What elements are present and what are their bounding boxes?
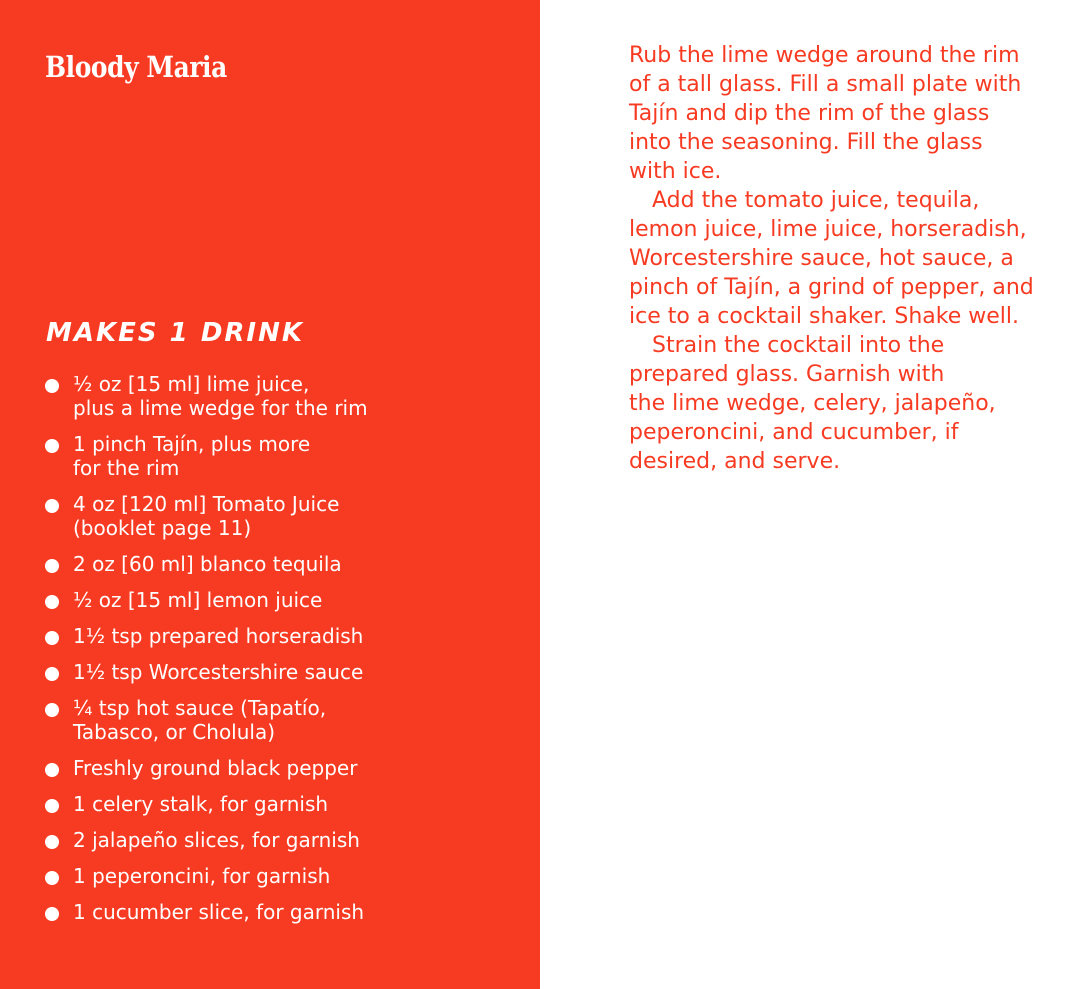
ingredient-text: 1 cucumber slice, for garnish [73, 900, 365, 924]
ingredient-item [45, 372, 525, 420]
ingredient-list [45, 372, 525, 936]
recipe-yield: MAKES 1 DRINK [46, 318, 305, 348]
ingredient-item [45, 900, 525, 924]
bullet-icon [45, 595, 59, 609]
direction-step: Rub the lime wedge around the rim of a tall glass. Fill a small plate with Tajín and dip the rim of the glass into the seasoning. Fill the glass with ice. [629, 43, 1022, 184]
ingredient-item [45, 660, 525, 684]
ingredient-item [45, 588, 525, 612]
ingredient-item [45, 756, 525, 780]
bullet-icon [45, 499, 59, 513]
ingredient-item [45, 792, 525, 816]
bullet-icon [45, 799, 59, 813]
ingredient-text: 1 celery stalk, for garnish [73, 792, 329, 816]
ingredient-text: 1 pinch Tajín, plus more for the rim [73, 432, 311, 480]
ingredient-text: Freshly ground black pepper [73, 756, 358, 780]
bullet-icon [45, 631, 59, 645]
ingredient-item [45, 624, 525, 648]
direction-step: Add the tomato juice, tequila, lemon juice, lime juice, horseradish, Worcestershire sauce, hot sauce, a pinch of Tajín, a grind of pepper, and ice to a cocktail shaker. Shake well. [629, 188, 1034, 329]
ingredient-item [45, 552, 525, 576]
ingredient-item [45, 432, 525, 480]
ingredient-text: ½ oz [15 ml] lemon juice [73, 588, 323, 612]
ingredient-text: ½ oz [15 ml] lime juice, plus a lime wedge for the rim [73, 372, 368, 420]
ingredient-text: 1½ tsp Worcestershire sauce [73, 660, 364, 684]
recipe-title: Bloody Maria [45, 50, 227, 84]
ingredient-text: 4 oz [120 ml] Tomato Juice (booklet page 11) [73, 492, 340, 540]
ingredient-text: ¼ tsp hot sauce (Tapatío, Tabasco, or Cholula) [73, 696, 327, 744]
bullet-icon [45, 379, 59, 393]
bullet-icon [45, 559, 59, 573]
bullet-icon [45, 703, 59, 717]
ingredient-item [45, 864, 525, 888]
directions-text [629, 41, 1059, 476]
ingredient-text: 2 oz [60 ml] blanco tequila [73, 552, 342, 576]
ingredient-item [45, 696, 525, 744]
ingredient-text: 2 jalapeño slices, for garnish [73, 828, 360, 852]
bullet-icon [45, 871, 59, 885]
ingredient-item [45, 492, 525, 540]
direction-step: Strain the cocktail into the prepared glass. Garnish with the lime wedge, celery, jalapeño, peperoncini, and cucumber, if desired, and serve. [629, 333, 996, 474]
ingredient-text: 1 peperoncini, for garnish [73, 864, 331, 888]
bullet-icon [45, 667, 59, 681]
ingredient-item [45, 828, 525, 852]
bullet-icon [45, 763, 59, 777]
bullet-icon [45, 439, 59, 453]
ingredient-text: 1½ tsp prepared horseradish [73, 624, 364, 648]
bullet-icon [45, 907, 59, 921]
bullet-icon [45, 835, 59, 849]
